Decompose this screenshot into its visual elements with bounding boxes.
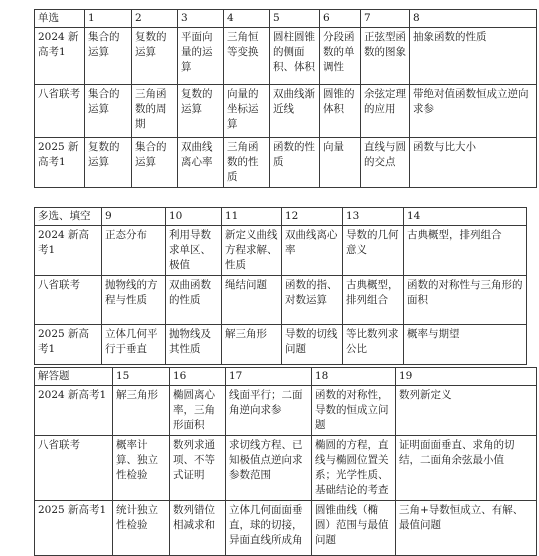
topic-cell: 函数的对称性与三角形的面积 <box>404 276 527 325</box>
question-number-header: 6 <box>320 10 361 28</box>
topic-cell: 求切线方程、已知极值点逆向求参数范围 <box>226 436 312 501</box>
table-category-header: 解答题 <box>35 368 113 386</box>
exam-name-cell: 2024 新高考1 <box>35 28 85 85</box>
topic-cell: 线面平行；二面角逆向求参 <box>226 386 312 436</box>
topic-cell: 等比数列求公比 <box>343 325 404 365</box>
topic-cell: 三角函数的性质 <box>224 138 270 188</box>
topic-cell: 概率计算、独立性检验 <box>113 436 170 501</box>
topic-cell: 圆锥的体积 <box>320 85 361 138</box>
question-number-header: 1 <box>85 10 132 28</box>
topic-cell: 三角+导数恒成立、有解、最值问题 <box>396 501 537 556</box>
table-row <box>35 85 537 138</box>
exam-name-cell: 2024 新高考1 <box>35 386 113 436</box>
question-number-header: 15 <box>113 368 170 386</box>
table-row <box>35 276 527 325</box>
header-row <box>35 368 537 386</box>
exam-name-cell: 八省联考 <box>35 436 113 501</box>
topic-cell: 带绝对值函数恒成立逆向求参 <box>410 85 537 138</box>
topic-cell: 椭圆的方程，直线与椭圆位置关系；光学性质、基础结论的考查 <box>312 436 396 501</box>
question-number-header: 8 <box>410 10 537 28</box>
question-number-header: 17 <box>226 368 312 386</box>
topic-cell: 集合的运算 <box>85 28 132 85</box>
question-number-header: 5 <box>270 10 320 28</box>
table-row <box>35 325 527 365</box>
question-number-header: 12 <box>282 208 343 226</box>
topic-cell: 复数的运算 <box>132 28 178 85</box>
topic-cell: 绳结问题 <box>222 276 282 325</box>
header-row <box>35 208 527 226</box>
topic-cell: 函数的性质 <box>270 138 320 188</box>
topic-cell: 椭圆离心率，三角形面积 <box>170 386 226 436</box>
exam-name-cell: 2024 新高考1 <box>35 226 102 276</box>
topic-cell: 向量 <box>320 138 361 188</box>
topic-cell: 平面向量的运算 <box>178 28 224 85</box>
topic-cell: 函数的指、对数运算 <box>282 276 343 325</box>
topic-cell: 分段函数的单调性 <box>320 28 361 85</box>
topic-cell: 正态分布 <box>102 226 166 276</box>
topic-cell: 正弦型函数的图象 <box>361 28 410 85</box>
table-category-header: 多选、填空 <box>35 208 102 226</box>
topic-cell: 圆锥曲线（椭圆）范围与最值问题 <box>312 501 396 556</box>
header-row <box>35 10 537 28</box>
table-row <box>35 386 537 436</box>
question-number-header: 2 <box>132 10 178 28</box>
question-number-header: 4 <box>224 10 270 28</box>
topic-cell: 导数的切线问题 <box>282 325 343 365</box>
topic-cell: 双曲函数的性质 <box>166 276 222 325</box>
topic-cell: 直线与圆的交点 <box>361 138 410 188</box>
topic-cell: 数列错位相减求和 <box>170 501 226 556</box>
question-number-header: 11 <box>222 208 282 226</box>
topic-cell: 立体几何面面垂直，球的切接，异面直线所成角 <box>226 501 312 556</box>
exam-name-cell: 八省联考 <box>35 276 102 325</box>
exam-name-cell: 2025 新高考1 <box>35 138 85 188</box>
topic-cell: 圆柱圆锥的侧面积、体积 <box>270 28 320 85</box>
topic-cell: 统计独立性检验 <box>113 501 170 556</box>
multi-choice-fill-table <box>34 207 527 365</box>
topic-cell: 集合的运算 <box>132 138 178 188</box>
question-number-header: 10 <box>166 208 222 226</box>
question-number-header: 7 <box>361 10 410 28</box>
table-row <box>35 436 537 501</box>
question-number-header: 9 <box>102 208 166 226</box>
topic-cell: 立体几何平行于垂直 <box>102 325 166 365</box>
exam-name-cell: 2025 新高考1 <box>35 325 102 365</box>
topic-cell: 抛物线的方程与性质 <box>102 276 166 325</box>
table-row <box>35 501 537 556</box>
topic-cell: 数列新定义 <box>396 386 537 436</box>
topic-cell: 证明面面垂直、求角的切结，二面角余弦最小值 <box>396 436 537 501</box>
question-number-header: 14 <box>404 208 527 226</box>
topic-cell: 新定义曲线方程求解、性质 <box>222 226 282 276</box>
topic-cell: 抽象函数的性质 <box>410 28 537 85</box>
question-number-header: 13 <box>343 208 404 226</box>
single-choice-table <box>34 9 537 188</box>
essay-question-table <box>34 367 537 556</box>
topic-cell: 复数的运算 <box>85 138 132 188</box>
topic-cell: 概率与期望 <box>404 325 527 365</box>
topic-cell: 向量的坐标运算 <box>224 85 270 138</box>
exam-name-cell: 2025 新高考1 <box>35 501 113 556</box>
topic-cell: 余弦定理的应用 <box>361 85 410 138</box>
topic-cell: 利用导数求单区、极值 <box>166 226 222 276</box>
topic-cell: 抛物线及其性质 <box>166 325 222 365</box>
topic-cell: 数列求通项、不等式证明 <box>170 436 226 501</box>
topic-cell: 函数的对称性，导数的恒成立问题 <box>312 386 396 436</box>
topic-cell: 复数的运算 <box>178 85 224 138</box>
topic-cell: 双曲线离心率 <box>282 226 343 276</box>
table-row <box>35 138 537 188</box>
topic-cell: 古典概型，排列组合 <box>343 276 404 325</box>
table-category-header: 单选 <box>35 10 85 28</box>
table-row <box>35 28 537 85</box>
question-number-header: 3 <box>178 10 224 28</box>
topic-cell: 集合的运算 <box>85 85 132 138</box>
question-number-header: 18 <box>312 368 396 386</box>
topic-cell: 三角恒等变换 <box>224 28 270 85</box>
topic-cell: 函数与比大小 <box>410 138 537 188</box>
topic-cell: 解三角形 <box>113 386 170 436</box>
topic-cell: 双曲线渐近线 <box>270 85 320 138</box>
topic-cell: 导数的几何意义 <box>343 226 404 276</box>
exam-name-cell: 八省联考 <box>35 85 85 138</box>
topic-cell: 解三角形 <box>222 325 282 365</box>
question-number-header: 16 <box>170 368 226 386</box>
topic-cell: 古典概型，排列组合 <box>404 226 527 276</box>
table-row <box>35 226 527 276</box>
topic-cell: 双曲线离心率 <box>178 138 224 188</box>
topic-cell: 三角函数的周期 <box>132 85 178 138</box>
question-number-header: 19 <box>396 368 537 386</box>
